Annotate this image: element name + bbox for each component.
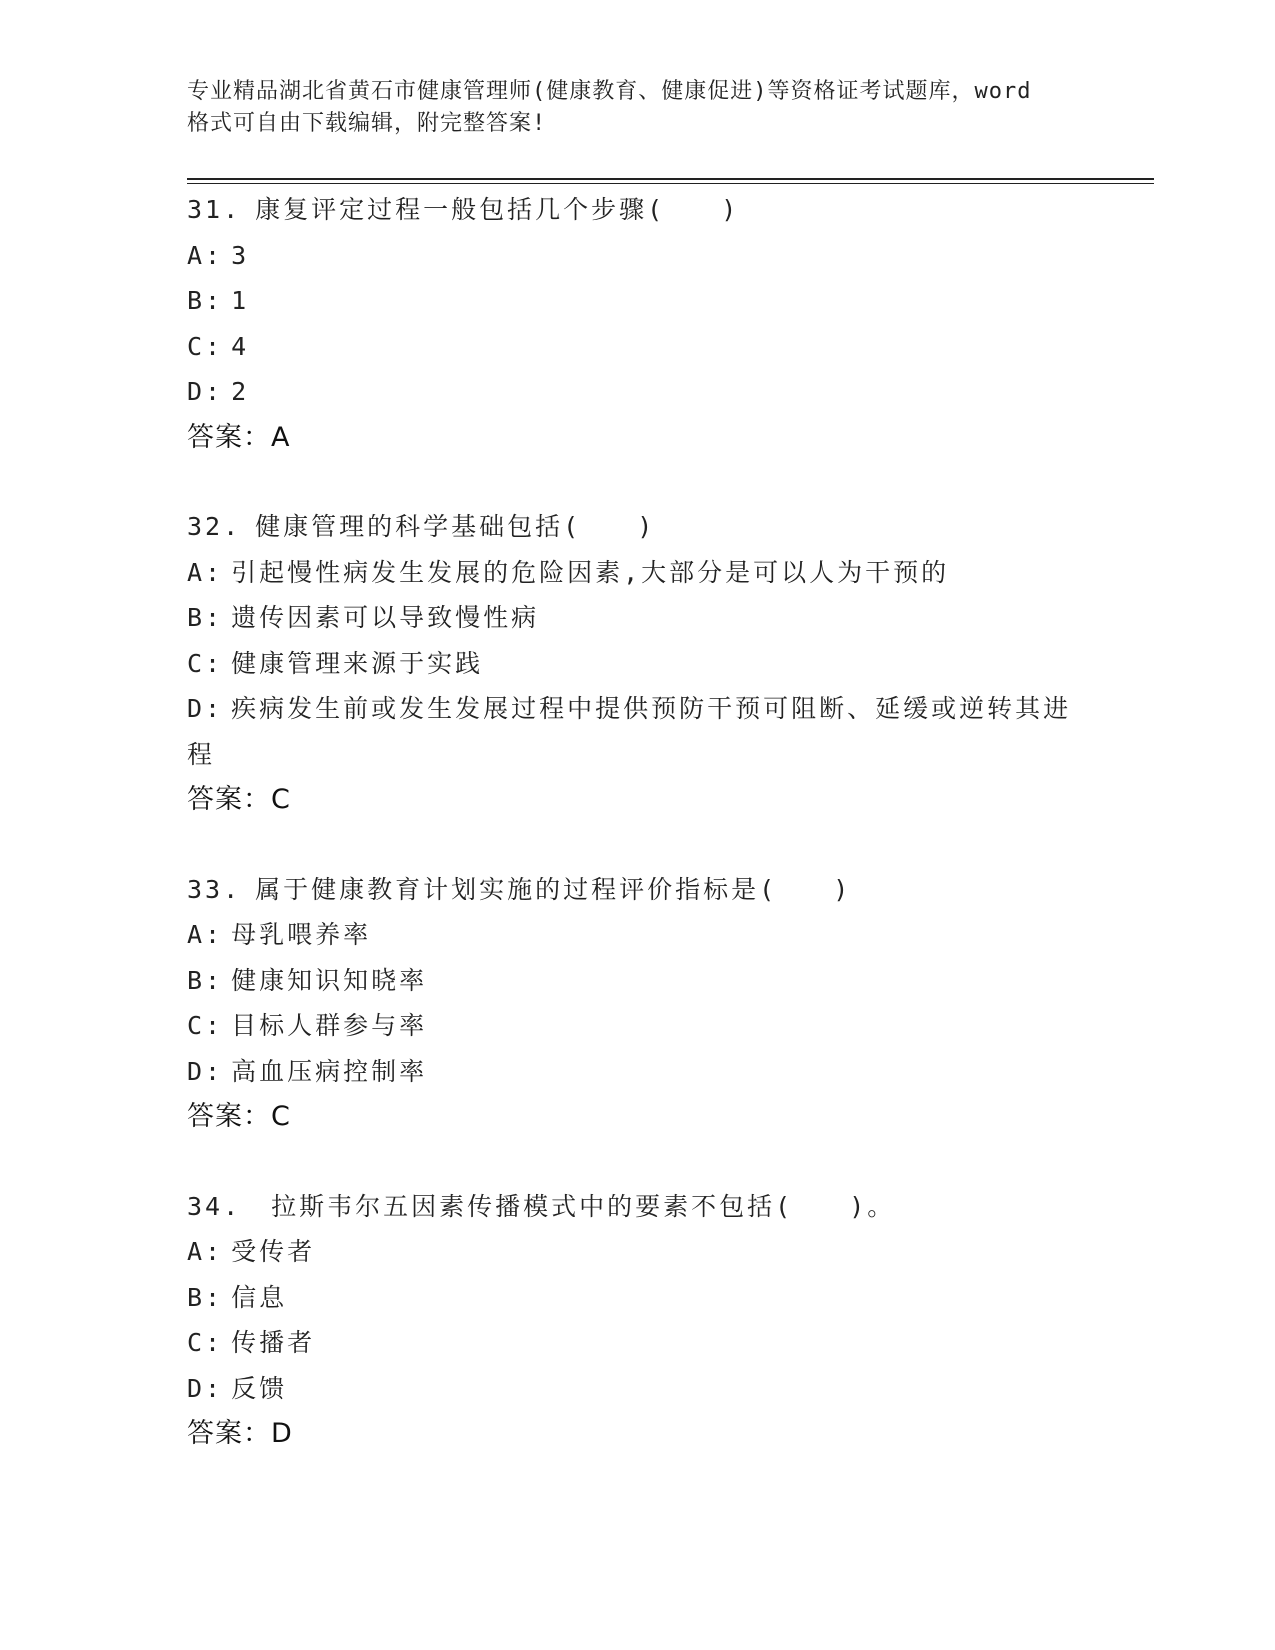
answer-line: 答案：D — [187, 1418, 293, 1449]
option-b — [187, 595, 1087, 641]
option-text: 疾病发生前或发生发展过程中提供预防干预可阻断、延缓或逆转其进程 — [187, 694, 1072, 769]
option-letter: B: — [187, 603, 224, 632]
option-text: 信息 — [231, 1282, 288, 1312]
option-letter: C: — [187, 1328, 224, 1357]
option-text: 高血压病控制率 — [231, 1056, 428, 1086]
question-number: 31. — [187, 195, 242, 224]
option-d — [187, 369, 1087, 415]
option-letter: D: — [187, 377, 224, 406]
option-letter: B: — [187, 1282, 224, 1312]
option-b — [187, 958, 1087, 1004]
option-text: 受传者 — [231, 1237, 316, 1266]
option-text: 1 — [231, 286, 250, 315]
option-text: 3 — [231, 240, 250, 270]
option-letter: A: — [187, 920, 224, 949]
option-text: 4 — [231, 331, 250, 361]
option-text: 健康管理来源于实践 — [231, 648, 484, 678]
option-text: 健康知识知晓率 — [231, 965, 428, 995]
question-32 — [187, 504, 1087, 823]
header-line-2: 格式可自由下载编辑，附完整答案! — [187, 111, 547, 136]
option-a — [187, 233, 1087, 279]
option-letter: A: — [187, 557, 224, 587]
question-stem — [187, 504, 1087, 550]
option-d — [187, 1366, 1087, 1412]
option-letter: B: — [187, 286, 224, 315]
option-text: 传播者 — [231, 1328, 316, 1357]
option-letter: D: — [187, 1373, 224, 1403]
option-d — [187, 1049, 1087, 1095]
option-letter: A: — [187, 240, 224, 270]
option-text: 引起慢性病发生发展的危险因素,大部分是可以人为干预的 — [231, 557, 950, 587]
option-a — [187, 550, 1087, 596]
question-stem — [187, 187, 1087, 233]
option-text: 遗传因素可以导致慢性病 — [231, 603, 540, 632]
option-c — [187, 1320, 1087, 1366]
question-33 — [187, 867, 1087, 1140]
header-divider-thick — [187, 178, 1154, 180]
option-text: 2 — [231, 377, 250, 406]
question-number: 34. — [187, 1191, 242, 1221]
question-number: 32. — [187, 512, 242, 541]
answer-line: 答案：A — [187, 421, 291, 453]
option-c — [187, 1003, 1087, 1049]
question-text: 拉斯韦尔五因素传播模式中的要素不包括( )。 — [271, 1191, 896, 1221]
option-letter: A: — [187, 1237, 224, 1266]
option-b — [187, 278, 1087, 324]
question-31 — [187, 187, 1087, 460]
question-text: 健康管理的科学基础包括( ) — [255, 512, 656, 541]
option-a — [187, 912, 1087, 958]
question-stem — [187, 1184, 1087, 1230]
option-letter: C: — [187, 648, 224, 678]
option-a — [187, 1229, 1087, 1275]
option-b — [187, 1275, 1087, 1321]
option-letter: D: — [187, 1056, 224, 1086]
question-34 — [187, 1184, 1087, 1457]
header-line-1: 专业精品湖北省黄石市健康管理师(健康教育、健康促进)等资格证考试题库，word — [187, 79, 1032, 104]
answer-line: 答案：C — [187, 784, 291, 815]
answer-line: 答案：C — [187, 1101, 291, 1132]
option-d — [187, 686, 1087, 777]
option-text: 母乳喂养率 — [231, 920, 372, 949]
option-text: 目标人群参与率 — [231, 1011, 428, 1040]
option-c — [187, 324, 1087, 370]
question-stem — [187, 867, 1087, 913]
question-text: 属于健康教育计划实施的过程评价指标是( ) — [255, 874, 852, 904]
question-text: 康复评定过程一般包括几个步骤( ) — [255, 195, 740, 224]
document-header — [187, 76, 1087, 140]
option-c — [187, 641, 1087, 687]
option-text: 反馈 — [231, 1373, 288, 1403]
option-letter: B: — [187, 965, 224, 995]
option-letter: D: — [187, 694, 224, 723]
question-number: 33. — [187, 874, 242, 904]
question-list — [187, 187, 1087, 1501]
header-divider-thin — [187, 183, 1154, 184]
option-letter: C: — [187, 331, 224, 361]
option-letter: C: — [187, 1011, 224, 1040]
